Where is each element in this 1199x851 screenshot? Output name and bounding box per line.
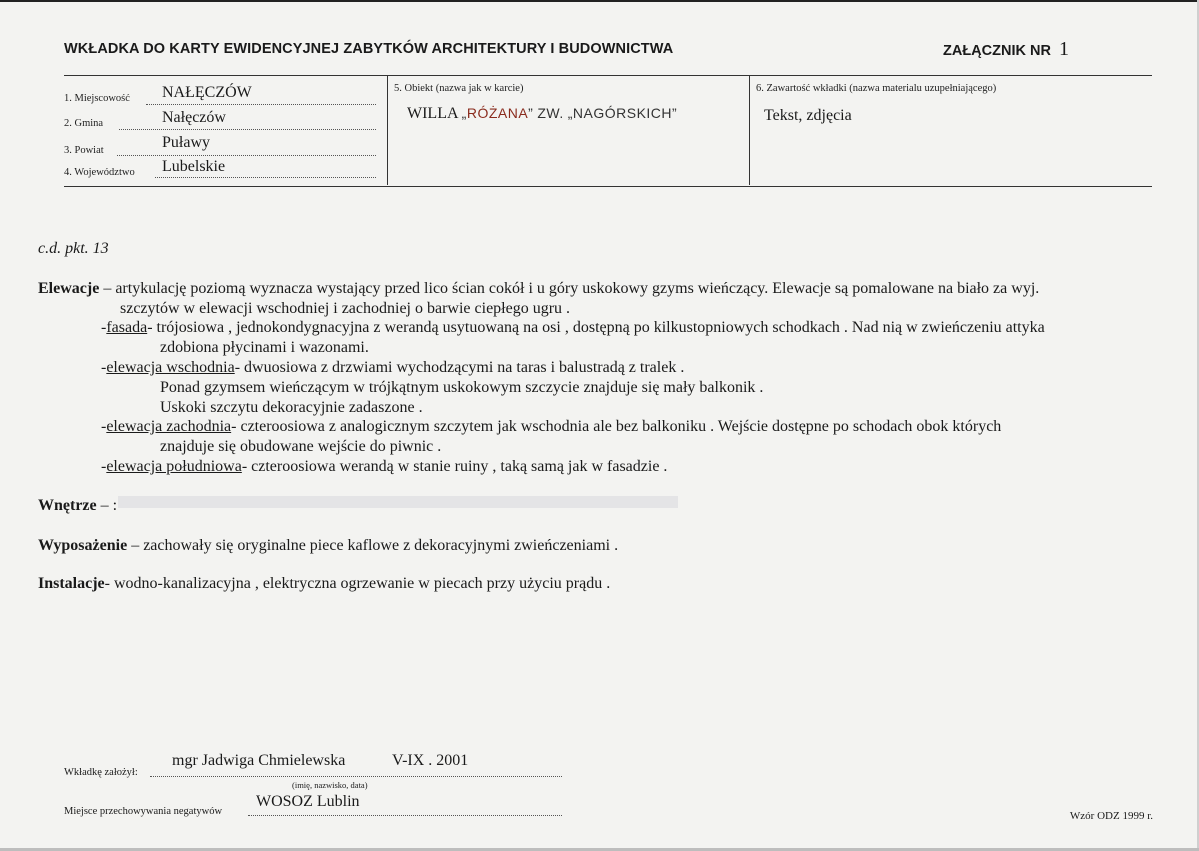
scan-edge-top (0, 0, 1199, 2)
elevations-text-1: – artykulację poziomą wyznacza wystający przed lico ścian cokół i u góry uskokowy gzyms wieńczący. Elewacje są pomalowane na biało za wyj. (99, 280, 1040, 297)
facade-line-2: zdobiona płycinami i wazonami. (160, 339, 369, 356)
west-line-1 (101, 418, 1001, 436)
east-text-1: - dwuosiowa z drzwiami wychodzącymi na taras i balustradą z tralek . (234, 359, 685, 376)
east-line-1 (101, 359, 684, 377)
facade-text-1: - trójosiowa , jednokondygnacyjna z werandą usytuowaną na osi , dostępną po kilkustopniowych schodkach . Nad nią w zwieńczeniu attyka (147, 319, 1045, 336)
object-label: 5. Obiekt (nazwa jak w karcie) (394, 83, 524, 94)
annex-number: 1 (1058, 38, 1069, 60)
elevations-line-1 (38, 280, 1039, 298)
west-line-2: znajduje się obudowane wejście do piwnic . (160, 438, 442, 455)
annex-label-text: ZAŁĄCZNIK NR (943, 43, 1051, 59)
quote-close-1: ” (528, 105, 534, 121)
east-dash: - (101, 359, 107, 376)
facade-dash: - (101, 319, 107, 336)
table-divider-2 (749, 76, 750, 185)
author-label: Wkładkę założył: (64, 767, 138, 778)
locality-label: 1. Miejscowość (64, 93, 130, 104)
equipment-line (38, 537, 618, 555)
elevations-line-2: szczytów w elewacji wschodniej i zachodniej o barwie ciepłego ugru . (120, 300, 571, 317)
author-date: V-IX . 2001 (392, 752, 469, 769)
equipment-text: – zachowały się oryginalne piece kaflowe z dekoracyjnymi zwieńczeniami . (127, 537, 619, 554)
interior-text: – : (96, 497, 118, 514)
facade-term: fasada (106, 319, 148, 336)
storage-dots (248, 815, 562, 816)
voivodeship-value: Lubelskie (162, 158, 226, 175)
contents-label: 6. Zawartość wkładki (nazwa materialu uzupełniającego) (756, 83, 997, 94)
interior-line (38, 497, 117, 515)
commune-dots (119, 129, 376, 130)
east-line-3: Uskoki szczytu dekoracyjnie zadaszone . (160, 399, 423, 416)
south-line-1 (101, 458, 667, 476)
annex-label (943, 38, 1069, 61)
object-name (407, 105, 677, 123)
document-title: WKŁADKA DO KARTY EWIDENCYJNEJ ZABYTKÓW ARCHITEKTURY I BUDOWNICTWA (64, 41, 674, 57)
equipment-heading: Wyposażenie (38, 537, 128, 554)
quote-open-1: „ (461, 105, 467, 121)
installations-heading: Instalacje (38, 575, 105, 592)
contents-value: Tekst, zdjęcia (764, 107, 852, 124)
storage-label: Miejsce przechowywania negatywów (64, 806, 223, 817)
county-label: 3. Powiat (64, 145, 104, 156)
south-text-1: - czteroosiowa werandą w stanie ruiny , taką samą jak w fasadzie . (241, 458, 668, 475)
faded-text-area (118, 496, 678, 508)
east-term: elewacja wschodnia (106, 359, 235, 376)
quote-open-2: „ (567, 105, 573, 121)
west-dash: - (101, 418, 107, 435)
author-hint: (imię, nazwisko, data) (292, 780, 368, 790)
installations-line (38, 575, 610, 593)
county-dots (117, 155, 376, 156)
south-term: elewacja południowa (106, 458, 242, 475)
quote-close-2: ” (672, 105, 678, 121)
commune-label: 2. Gmina (64, 118, 104, 129)
object-prefix: WILLA (407, 105, 458, 122)
form-model: Wzór ODZ 1999 r. (1069, 810, 1153, 822)
installations-text: - wodno-kanalizacyjna , elektryczna ogrzewanie w piecach przy użyciu prądu . (104, 575, 611, 592)
east-line-2: Ponad gzymsem wieńczącym w trójkątnym uskokowym szczycie znajduje się mały balkonik . (160, 379, 764, 396)
author-value: mgr Jadwiga Chmielewska (172, 752, 346, 769)
object-handwritten-alt: NAGÓRSKICH (572, 105, 673, 121)
south-dash: - (101, 458, 107, 475)
interior-heading: Wnętrze (38, 497, 97, 514)
table-divider-1 (387, 76, 388, 185)
author-dots (150, 776, 562, 777)
storage-value: WOSOZ Lublin (256, 793, 360, 810)
object-handwritten-mid: ZW. (537, 105, 564, 121)
west-term: elewacja zachodnia (106, 418, 232, 435)
continuation-note: c.d. pkt. 13 (38, 240, 109, 257)
locality-value: NAŁĘCZÓW (162, 84, 252, 101)
facade-line-1 (101, 319, 1045, 337)
locality-dots (146, 104, 376, 105)
voivodeship-dots (155, 177, 376, 178)
voivodeship-label: 4. Województwo (64, 167, 135, 178)
object-handwritten-name: RÓŻANA (466, 105, 529, 121)
county-value: Puławy (162, 134, 210, 151)
west-text-1: - czteroosiowa z analogicznym szczytem jak wschodnia ale bez balkoniku . Wejście dostępne po schodach obok których (231, 418, 1002, 435)
commune-value: Nałęczów (162, 109, 226, 126)
elevations-heading: Elewacje (38, 280, 100, 297)
